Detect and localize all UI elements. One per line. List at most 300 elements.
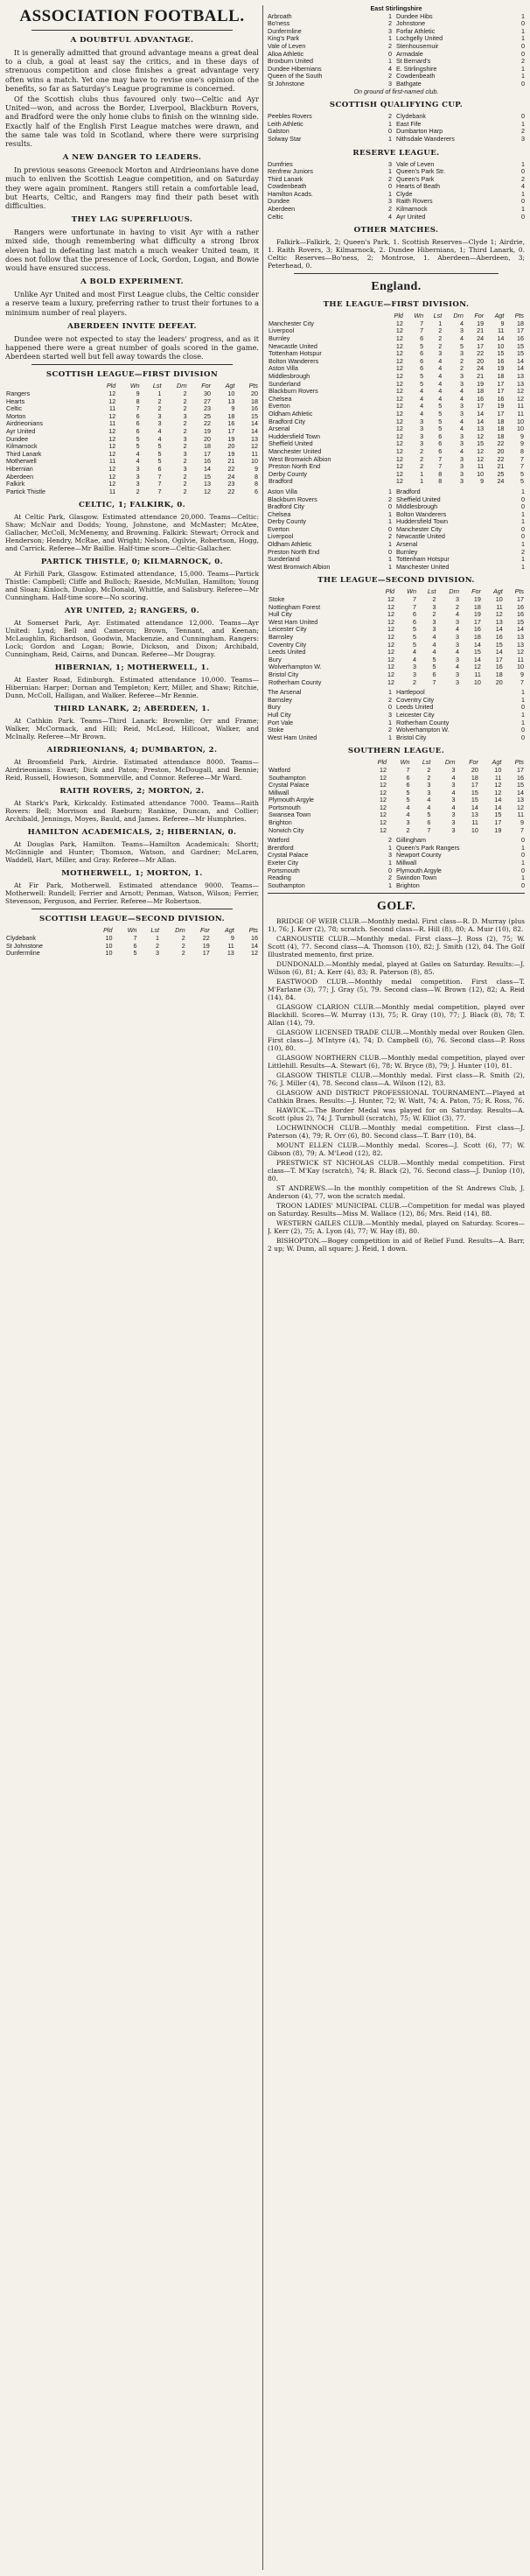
- result-row: [268, 852, 525, 860]
- stat-cell: 4: [438, 394, 443, 403]
- stat-cell: 3: [183, 434, 187, 443]
- stat-cell: 12: [380, 765, 387, 774]
- stat-cell: 10: [495, 595, 503, 604]
- home-team: Everton: [268, 525, 289, 533]
- stat-cell: 13: [517, 372, 524, 380]
- stat-cell: 3: [406, 818, 410, 827]
- stat-cell: 14: [203, 465, 211, 474]
- stat-cell: 9: [500, 319, 505, 327]
- stat-cell: 10: [105, 933, 113, 942]
- stat-cell: 17: [497, 387, 505, 396]
- home-score: 1: [388, 541, 392, 549]
- stat-cell: 12: [477, 454, 485, 463]
- match-heading: CELTIC, 1; FALKIRK, 0.: [78, 501, 186, 510]
- away-score: 1: [521, 12, 525, 20]
- result-row: [268, 533, 525, 541]
- away-score: 1: [521, 35, 525, 43]
- home-team: Exeter City: [268, 860, 299, 867]
- result-row: [268, 867, 525, 875]
- away-score: 0: [521, 213, 525, 221]
- stat-cell: 12: [517, 803, 524, 811]
- stat-cell: 2: [157, 404, 162, 413]
- stat-cell: 11: [251, 449, 258, 458]
- team-name: Middlesbrough: [268, 372, 310, 380]
- away-team: E. Stirlingshire: [396, 65, 437, 73]
- team-name: Hull City: [268, 610, 292, 619]
- stat-cell: 12: [387, 610, 395, 619]
- stat-cell: 14: [517, 364, 524, 373]
- stat-cell: 2: [183, 480, 187, 488]
- table-row: [5, 390, 259, 398]
- stat-cell: 14: [495, 625, 503, 634]
- team-name: Stoke: [268, 595, 285, 604]
- away-team: Johnstone: [396, 20, 426, 28]
- stat-cell: 2: [183, 419, 187, 428]
- team-name: Falkirk: [6, 480, 25, 488]
- stat-cell: 10: [227, 390, 235, 398]
- match-report-text: At Stark's Park, Kirkcaldy. Estimated attendance 7000. Teams—Raith Rovers: Bell; Morrison and Raeburn; Rankine, Duncan, and Collier; Archibald, Jennings, Moyes, Bauld, and James. Referee—Mr Humphries.: [5, 799, 259, 824]
- home-team: Bury: [268, 704, 281, 712]
- home-score: 0: [388, 183, 392, 191]
- stat-cell: 12: [395, 469, 403, 478]
- home-team: Alloa Athletic: [268, 50, 304, 58]
- stat-cell: 16: [251, 404, 258, 413]
- team-name: Dundee: [6, 434, 29, 443]
- stat-cell: 12: [494, 788, 502, 797]
- result-row: [268, 556, 525, 564]
- stat-cell: 17: [517, 765, 524, 774]
- away-score: 0: [521, 50, 525, 58]
- away-score: 2: [521, 548, 525, 556]
- home-team: Queen of the South: [268, 73, 323, 81]
- home-score: 2: [388, 206, 392, 214]
- home-score: 2: [388, 175, 392, 183]
- away-team: Bathgate: [396, 80, 422, 88]
- home-team: Crystal Palace: [268, 852, 309, 860]
- table-header-row: [268, 759, 525, 767]
- column-header: Pts: [514, 758, 524, 767]
- stat-cell: 18: [473, 602, 481, 611]
- stat-cell: 11: [517, 655, 524, 663]
- stat-cell: 3: [427, 788, 431, 797]
- team-name: Preston North End: [268, 462, 321, 471]
- stat-cell: 7: [438, 462, 443, 471]
- stat-cell: 14: [471, 803, 478, 811]
- away-team: Brighton: [396, 881, 420, 889]
- table-row: [268, 819, 525, 827]
- home-team: Hull City: [268, 711, 291, 719]
- stat-cell: 15: [203, 472, 211, 481]
- stat-cell: 21: [477, 326, 485, 335]
- away-team: Middlesbrough: [396, 503, 438, 511]
- stat-cell: 12: [251, 949, 258, 958]
- table-row: [268, 634, 525, 642]
- team-name: Chelsea: [268, 394, 292, 403]
- away-score: 1: [521, 541, 525, 549]
- stat-cell: 4: [136, 449, 140, 458]
- stat-cell: 4: [427, 803, 431, 811]
- column-rule: [262, 5, 263, 2570]
- stat-cell: 11: [497, 326, 505, 335]
- table-title-second-division: SCOTTISH LEAGUE—SECOND DIVISION.: [39, 915, 225, 924]
- away-score: 1: [521, 190, 525, 198]
- stat-cell: 22: [227, 465, 235, 474]
- stat-cell: 1: [420, 477, 424, 486]
- stat-cell: 4: [420, 394, 424, 403]
- home-team: Renfrew Juniors: [268, 168, 313, 176]
- table-row: [268, 782, 525, 790]
- result-row: [268, 488, 525, 496]
- match-report-text: At Easter Road, Edinburgh. Estimated attendance 10,000. Teams—Hibernian: Harper; Dornan and Templeton; Kerr, Miller, and Shaw; Ritchie, Dunn, McColl, Halligan, and Walker. Referee—Mr Rennie.: [5, 676, 259, 700]
- subhead-reserve-league: RESERVE LEAGUE.: [352, 148, 440, 158]
- home-score: 2: [388, 726, 392, 734]
- away-team: Forfar Athletic: [396, 27, 436, 35]
- stat-cell: 19: [473, 595, 481, 604]
- stat-cell: 6: [136, 427, 140, 436]
- column-header: Drn: [444, 758, 456, 767]
- stat-cell: 13: [227, 949, 234, 958]
- stat-cell: 6: [412, 610, 416, 619]
- away-score: 1: [521, 206, 525, 214]
- stat-cell: 8: [136, 397, 140, 405]
- stat-cell: 12: [395, 462, 403, 471]
- stat-cell: 3: [438, 349, 443, 358]
- team-name: Clydebank: [6, 933, 36, 942]
- column-header: Lst: [150, 926, 159, 935]
- stat-cell: 11: [517, 409, 524, 418]
- stat-cell: 17: [477, 402, 485, 411]
- home-team: Sunderland: [268, 556, 300, 564]
- stat-cell: 4: [432, 633, 436, 641]
- away-score: 1: [521, 844, 525, 852]
- section-heading: A BOLD EXPERIMENT.: [80, 277, 184, 287]
- away-team: Sheffield United: [396, 495, 441, 503]
- stat-cell: 17: [497, 379, 505, 388]
- stat-cell: 20: [251, 390, 258, 398]
- stat-cell: 4: [406, 803, 410, 811]
- home-team: Broxburn United: [268, 58, 313, 66]
- stat-cell: 6: [136, 411, 140, 420]
- table-row: [5, 474, 259, 481]
- column-header: Agt: [493, 587, 503, 596]
- stat-cell: 9: [480, 477, 485, 486]
- stat-cell: 5: [438, 402, 443, 411]
- golf-report: BISHOPTON.—Bogey competition in aid of Relief Fund. Results—A. Barr, 2 up; W. Dunn, all square; J. Reid, 1 down.: [268, 1237, 525, 1253]
- stat-cell: 12: [395, 477, 403, 486]
- stat-cell: 12: [108, 434, 116, 443]
- away-score: 0: [521, 168, 525, 176]
- divider: [294, 273, 499, 274]
- result-row: [268, 35, 525, 43]
- stat-cell: 14: [517, 356, 524, 365]
- home-team: Leith Athletic: [268, 120, 303, 128]
- column-header: Pld: [377, 758, 387, 767]
- stat-cell: 5: [136, 434, 140, 443]
- stat-cell: 18: [497, 372, 505, 380]
- stat-cell: 4: [157, 434, 162, 443]
- stat-cell: 13: [517, 640, 524, 649]
- result-row: [268, 51, 525, 59]
- team-name: Motherwell: [6, 457, 37, 466]
- home-team: Stoke: [268, 726, 284, 734]
- stat-cell: 3: [136, 472, 140, 481]
- home-team: Hamilton Acads.: [268, 190, 313, 198]
- home-team: Aston Villa: [268, 488, 297, 495]
- home-team: Peebles Rovers: [268, 113, 312, 121]
- team-name: Southampton: [268, 773, 306, 782]
- table-row: [268, 767, 525, 775]
- stat-cell: 10: [473, 677, 481, 686]
- home-team: Oldham Athletic: [268, 541, 312, 549]
- stat-cell: 5: [459, 341, 464, 350]
- stat-cell: 1: [438, 319, 443, 327]
- result-row: [268, 496, 525, 504]
- stat-cell: 22: [227, 487, 235, 495]
- stat-cell: 22: [497, 454, 505, 463]
- table-row: [268, 649, 525, 656]
- result-row: [268, 176, 525, 184]
- away-score: 0: [521, 533, 525, 541]
- stat-cell: 22: [477, 349, 485, 358]
- home-team: Reading: [268, 874, 291, 882]
- stat-cell: 9: [520, 818, 524, 827]
- stat-cell: 12: [395, 425, 403, 433]
- paragraph: In previous seasons Greenock Morton and Airdrieonians have done much to enliven the Scottish League competition, and on Saturday they were again prominent. Rangers still retain a comfortable lead, but Hearts, Celtic, and Rangers may find their path beset with difficulties.: [5, 165, 259, 211]
- column-header: For: [471, 587, 481, 596]
- stat-cell: 5: [136, 442, 140, 451]
- golf-report: DUNDONALD.—Monthly medal, played at Gailes on Saturday. Results:—J. Wilson (6), 81; A. Kerr (4), 83; R. Paterson (8), 85.: [268, 960, 525, 977]
- golf-report: PRESTWICK ST NICHOLAS CLUB.—Monthly medal competition. First class—T. M'Kay (scratch), 74; R. Black (2), 76. Second class—J. Dunlop (10), 80.: [268, 1159, 525, 1183]
- stat-cell: 3: [459, 379, 464, 388]
- stat-cell: 18: [495, 670, 503, 678]
- home-team: Solway Star: [268, 135, 302, 143]
- stat-cell: 5: [420, 341, 424, 350]
- home-score: 3: [388, 80, 392, 88]
- stat-cell: 3: [183, 449, 187, 458]
- team-name: Partick Thistle: [6, 487, 46, 495]
- result-row: [268, 66, 525, 74]
- stat-cell: 3: [451, 796, 456, 804]
- stat-cell: 6: [157, 465, 162, 474]
- away-score: 1: [521, 711, 525, 719]
- match-report-text: At Celtic Park, Glasgow. Estimated attendance 20,000. Teams—Celtic: Shaw; McNair and Dodds; Young, Johnstone, and McMaster; McAtee, Gallacher, McColl, McMenemy, and Browning. Falkirk: Stewart; Orrock and Henderson; Hendry, McRae, and Wright; Nelson, Ogilvie, Robertson, Hogg, and Carrick. Referee—Mr Baillie. Half-time score—Celtic-Gallacher.: [5, 513, 259, 553]
- stat-cell: 24: [497, 477, 505, 486]
- away-team: Queen's Park Rangers: [396, 844, 460, 852]
- golf-heading: GOLF.: [377, 900, 415, 914]
- stat-cell: 7: [157, 480, 162, 488]
- results-list: [268, 488, 525, 572]
- away-score: 1: [521, 120, 525, 128]
- team-name: Portsmouth: [268, 803, 301, 811]
- stat-cell: 15: [495, 640, 503, 649]
- golf-report: TROON LADIES' MUNICIPAL CLUB.—Competition for medal was played on Saturday. Results—Miss M. Wallace (12), 86; Mrs. Reid (14), 88.: [268, 1202, 525, 1218]
- stat-cell: 12: [395, 349, 403, 358]
- home-team: Dundee: [268, 198, 290, 206]
- stat-cell: 5: [412, 625, 416, 634]
- stat-cell: 2: [183, 390, 187, 398]
- stat-cell: 7: [412, 595, 416, 604]
- stat-cell: 14: [517, 625, 524, 634]
- southern-league-table: [268, 759, 525, 834]
- stat-cell: 14: [497, 334, 505, 343]
- stat-cell: 12: [380, 788, 387, 797]
- match-report-text: At Douglas Park, Hamilton. Teams—Hamilton Academicals: Shortt; McGinnigle and Hunter; Thomson, Watson, and Gardner; McLaren, Waddell, Hart, Miller, and Gray. Referee—Mr Allan.: [5, 840, 259, 865]
- golf-report: CARNOUSTIE CLUB.—Monthly medal. First class—J. Ross (2), 75; W. Scott (4), 77. Second class—A. Thomson (10), 82; J. Smith (12), 84. The Golf Illustrated memento, first prize.: [268, 935, 525, 959]
- result-row: [268, 121, 525, 129]
- stat-cell: 5: [432, 663, 436, 671]
- home-score: 3: [388, 852, 392, 860]
- stat-cell: 4: [455, 663, 459, 671]
- results-list: [268, 837, 525, 889]
- team-name: Swansea Town: [268, 811, 311, 819]
- column-header: For: [199, 926, 210, 935]
- away-team: Raith Rovers: [396, 198, 433, 206]
- result-row: [268, 704, 525, 712]
- stat-cell: 10: [517, 417, 524, 425]
- stat-cell: 4: [420, 402, 424, 411]
- home-score: 0: [388, 867, 392, 874]
- stat-cell: 18: [473, 633, 481, 641]
- stat-cell: 12: [380, 781, 387, 790]
- stat-cell: 2: [183, 427, 187, 436]
- stat-cell: 3: [451, 765, 456, 774]
- stat-cell: 12: [387, 595, 395, 604]
- golf-report: LOCHWINNOCH CLUB.—Monthly medal competition. First class—J. Paterson (4), 79; R. Orr (6), 80. Second class—T. Barr (10), 84.: [268, 1124, 525, 1141]
- table-row: [5, 935, 259, 943]
- stat-cell: 6: [420, 356, 424, 365]
- home-score: 1: [388, 518, 392, 526]
- stat-cell: 12: [395, 394, 403, 403]
- result-row: [268, 726, 525, 734]
- stat-cell: 12: [517, 394, 524, 403]
- stat-cell: 12: [395, 387, 403, 396]
- away-team: Swindon Town: [396, 874, 437, 882]
- home-score: 1: [388, 556, 392, 564]
- stat-cell: 4: [459, 394, 464, 403]
- column-header: Lst: [433, 312, 443, 320]
- stat-cell: 2: [136, 487, 140, 495]
- team-name: Leeds United: [268, 648, 306, 656]
- stat-cell: 2: [432, 595, 436, 604]
- stat-cell: 5: [438, 417, 443, 425]
- stat-cell: 11: [108, 487, 116, 495]
- column-header: Lst: [152, 382, 162, 390]
- table-row: [5, 943, 259, 951]
- stat-cell: 14: [517, 788, 524, 797]
- team-name: Ayr United: [6, 427, 36, 436]
- stat-cell: 4: [438, 387, 443, 396]
- match-report-text: At Fir Park, Motherwell. Estimated attendance 9000. Teams—Motherwell: Rundell; Ferrier and Arnott; Penman, Watson, Wilson; Ferrier, Stevenson, Ferguson, and Ferrier. Referee—Mr Robertson.: [5, 881, 259, 906]
- home-score: 3: [388, 711, 392, 719]
- golf-report: GLASGOW THISTLE CLUB.—Monthly medal. First class—R. Smith (2), 76; J. Miller (4), 78. Second class—A. Wilson (12), 83.: [268, 1071, 525, 1088]
- stat-cell: 3: [451, 825, 456, 834]
- stat-cell: 19: [497, 402, 505, 411]
- stat-cell: 12: [108, 397, 116, 405]
- first-division-table: [5, 383, 259, 495]
- home-score: 1: [388, 733, 392, 741]
- section-heading: THEY LAG SUPERFLUOUS.: [71, 215, 193, 225]
- stat-cell: 3: [451, 811, 456, 819]
- stat-cell: 5: [412, 640, 416, 649]
- home-team: West Ham United: [268, 733, 317, 741]
- home-score: 1: [388, 120, 392, 128]
- team-name: Oldham Athletic: [268, 409, 313, 418]
- stat-cell: 12: [473, 663, 481, 671]
- stat-cell: 3: [455, 670, 459, 678]
- away-team: Hartlepool: [396, 689, 425, 697]
- stat-cell: 3: [412, 670, 416, 678]
- stat-cell: 13: [477, 425, 485, 433]
- stat-cell: 2: [183, 472, 187, 481]
- away-score: 1: [521, 689, 525, 697]
- away-score: 0: [521, 726, 525, 734]
- stat-cell: 21: [497, 462, 505, 471]
- home-score: 1: [388, 35, 392, 43]
- home-score: 1: [388, 488, 392, 495]
- home-team: Dundee Hibernians: [268, 65, 322, 73]
- away-team: Leeds United: [396, 704, 434, 712]
- result-row: [268, 511, 525, 519]
- stat-cell: 11: [227, 941, 234, 950]
- stat-cell: 3: [451, 818, 456, 827]
- stat-cell: 16: [495, 633, 503, 641]
- stat-cell: 17: [494, 818, 502, 827]
- stat-cell: 2: [438, 334, 443, 343]
- stat-cell: 18: [203, 442, 211, 451]
- stat-cell: 20: [471, 765, 478, 774]
- stat-cell: 3: [459, 439, 464, 448]
- stat-cell: 25: [497, 469, 505, 478]
- stat-cell: 12: [517, 648, 524, 656]
- match-heading: PARTICK THISTLE, 0; KILMARNOCK, 0.: [40, 558, 224, 567]
- paragraph: Unlike Ayr United and most First League clubs, the Celtic consider a reserve team a luxury, preferring rather to trust their fortunes to a minimum number of real players.: [5, 290, 259, 317]
- home-score: 1: [388, 844, 392, 852]
- stat-cell: 12: [108, 427, 116, 436]
- stat-cell: 17: [227, 427, 235, 436]
- home-team: Bo'ness: [268, 20, 290, 28]
- stat-cell: 2: [183, 457, 187, 466]
- eng-first-division-table: [268, 312, 525, 486]
- stat-cell: 3: [420, 417, 424, 425]
- stat-cell: 3: [136, 465, 140, 474]
- stat-cell: 6: [438, 432, 443, 440]
- table-row: [5, 466, 259, 474]
- stat-cell: 12: [477, 446, 485, 455]
- stat-cell: 3: [157, 411, 162, 420]
- stat-cell: 4: [455, 610, 459, 619]
- home-score: 2: [388, 495, 392, 503]
- stat-cell: 13: [517, 633, 524, 641]
- column-header: Pld: [106, 382, 116, 390]
- result-row: [268, 845, 525, 853]
- stat-cell: 12: [395, 319, 403, 327]
- result-row: [268, 882, 525, 890]
- away-team: Huddersfield Town: [396, 518, 448, 526]
- away-score: 1: [521, 563, 525, 571]
- table-title-eng-first: THE LEAGUE—FIRST DIVISION.: [323, 300, 470, 310]
- stat-cell: 16: [203, 457, 211, 466]
- table-header-row: [268, 588, 525, 596]
- stat-cell: 5: [406, 788, 410, 797]
- stat-cell: 6: [438, 439, 443, 448]
- result-row: [268, 719, 525, 727]
- match-report-text: At Somerset Park, Ayr. Estimated attendance 12,000. Teams—Ayr United: Lynd; Bell and Cameron; Brown, Tennant, and Keenan; McLaughlin, Richardson, Goodwin, Mackenzie, and Cunningham. Rangers: Lock; Gordon and Logan; Bowie, Dickson, and Dixon; Archibald, Cunningham, Reid, Cairns, and Duncan. Referee—Mr Dougray.: [5, 619, 259, 659]
- away-team: Queen's Park: [396, 175, 435, 183]
- home-score: 3: [388, 160, 392, 168]
- match-heading: THIRD LANARK, 2; ABERDEEN, 1.: [53, 705, 211, 714]
- result-row: [268, 28, 525, 36]
- stat-cell: 5: [157, 442, 162, 451]
